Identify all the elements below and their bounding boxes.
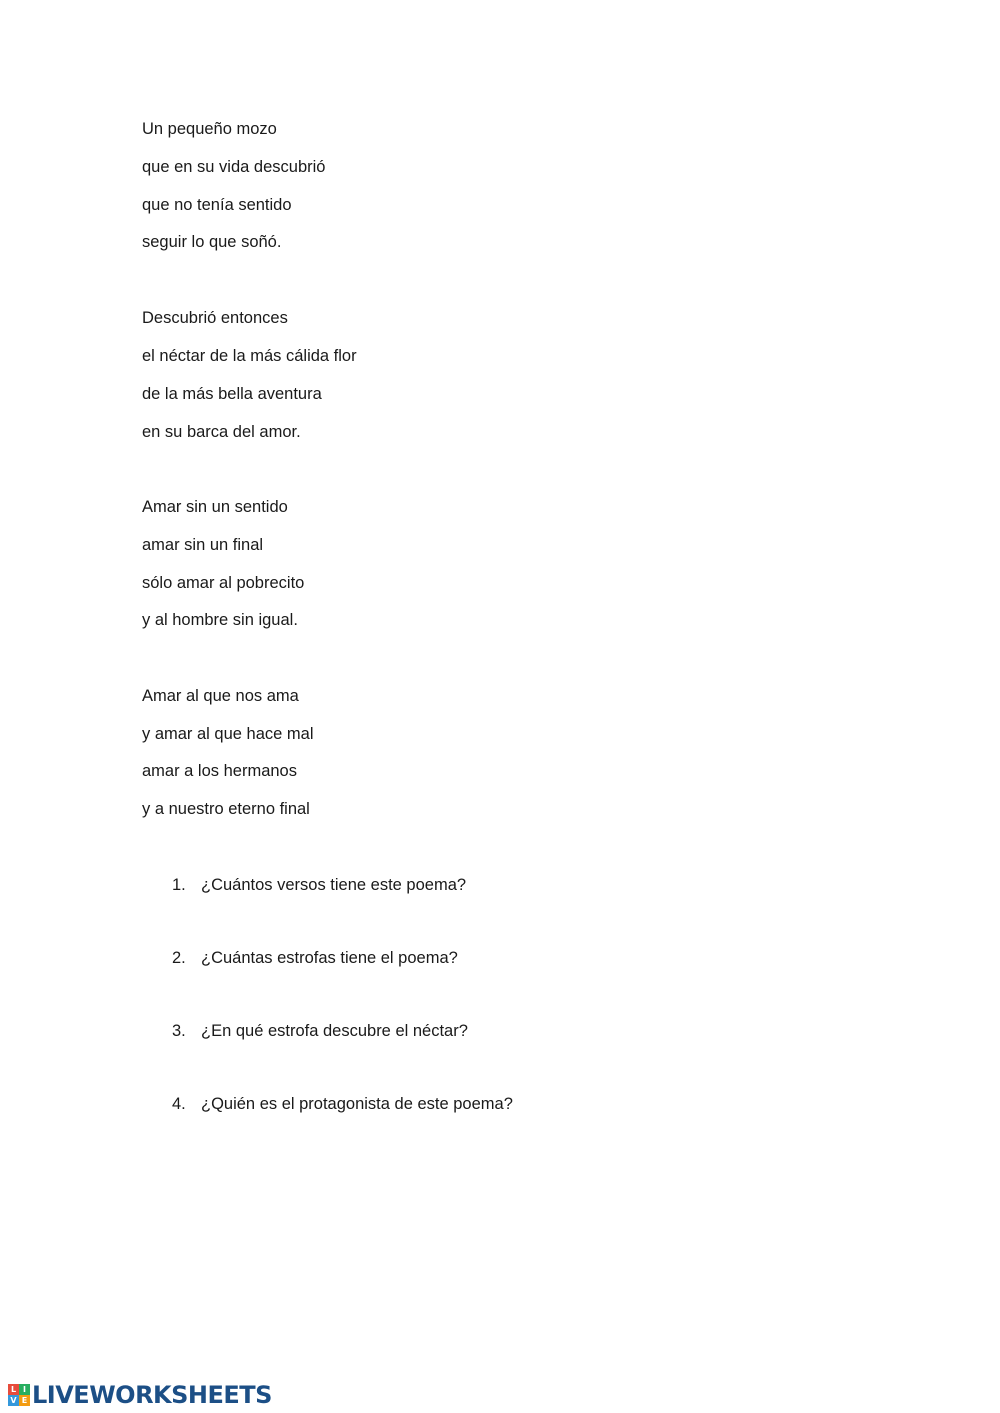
question-item xyxy=(172,1021,468,1041)
liveworksheets-icon: L I V E xyxy=(8,1384,30,1406)
verse-line: que en su vida descubrió xyxy=(142,158,326,176)
verse-line: Amar sin un sentido xyxy=(142,498,288,516)
verse-line: y amar al que hace mal xyxy=(142,725,314,743)
question-text: ¿Cuántas estrofas tiene el poema? xyxy=(201,949,458,967)
verse-line: de la más bella aventura xyxy=(142,385,322,403)
question-number: 2. xyxy=(172,949,186,967)
question-number: 3. xyxy=(172,1022,186,1040)
verse-line: que no tenía sentido xyxy=(142,196,292,214)
question-text: ¿En qué estrofa descubre el néctar? xyxy=(201,1022,468,1040)
question-item xyxy=(172,1094,513,1114)
verse-line: amar sin un final xyxy=(142,536,264,554)
verse-line: y al hombre sin igual. xyxy=(142,611,298,629)
verse-line: seguir lo que soñó. xyxy=(142,233,282,251)
verse-line: en su barca del amor. xyxy=(142,423,301,441)
verse-line: y a nuestro eterno final xyxy=(142,800,310,818)
verse-line: Amar al que nos ama xyxy=(142,687,299,705)
verse-line: Un pequeño mozo xyxy=(142,120,277,138)
question-number: 1. xyxy=(172,876,186,894)
question-text: ¿Quién es el protagonista de este poema? xyxy=(201,1095,513,1113)
liveworksheets-logo[interactable] xyxy=(8,1382,272,1408)
verse-line: amar a los hermanos xyxy=(142,762,297,780)
verse-line: el néctar de la más cálida flor xyxy=(142,347,357,365)
logo-text: LIVEWORKSHEETS xyxy=(32,1381,272,1409)
question-text: ¿Cuántos versos tiene este poema? xyxy=(201,876,467,894)
verse-line: Descubrió entonces xyxy=(142,309,288,327)
question-item xyxy=(172,875,466,895)
question-item xyxy=(172,948,458,968)
question-number: 4. xyxy=(172,1095,186,1113)
verse-line: sólo amar al pobrecito xyxy=(142,574,305,592)
